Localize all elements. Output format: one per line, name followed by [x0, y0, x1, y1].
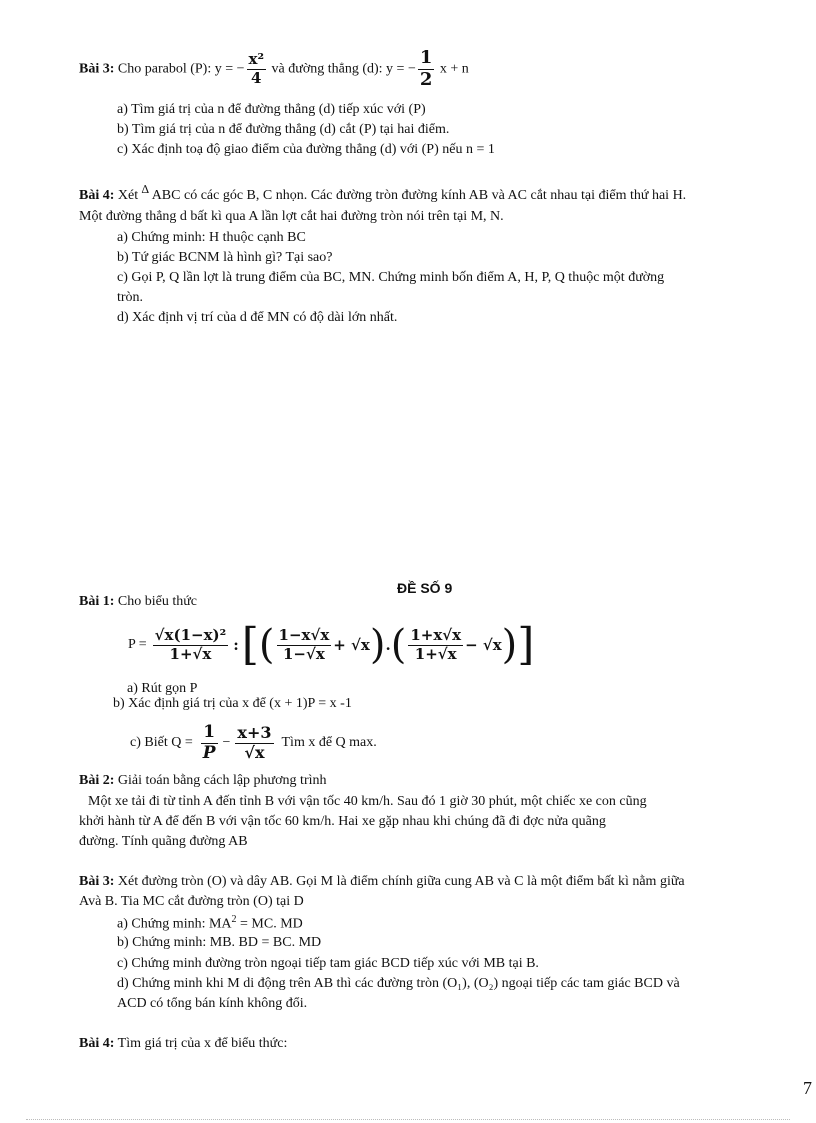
- bai1-c-pre: c) Biết Q =: [130, 735, 193, 750]
- fraction-x3-over-sqrtx: $\frac{x+3}{√x}$: [237, 723, 272, 762]
- bai1-intro: Cho biểu thức: [117, 594, 198, 609]
- bai4a-line1-text: ABC có các góc B, C nhọn. Các đường tròn đường kính AB và AC cắt nhau tại điểm thứ hai H.: [151, 188, 687, 203]
- bai2-line1: Một xe tải đi từ tỉnh A đến tỉnh B với vận tốc 40 km/h. Sau đó 1 giờ 30 phút, một chiếc xe con cũng: [88, 794, 647, 809]
- big-bracket-close: ]: [517, 619, 535, 670]
- minus-sign: −: [236, 61, 245, 77]
- paren-close: ): [501, 622, 518, 668]
- bai3-a-post: = MC. MD: [236, 916, 303, 932]
- footer-divider: [26, 1119, 790, 1120]
- minus-sqrt: − √x: [465, 636, 502, 654]
- bai1-a: a) Rút gọn P: [127, 681, 198, 696]
- bai3-d1: d) Chứng minh khi M di động trên AB thì các đường tròn (O₁), (O₂) ngoại tiếp các tam giác BCD và: [117, 976, 680, 991]
- bai4a-line1: [79, 182, 687, 204]
- bai4a-item-b: b) Tứ giác BCNM là hình gì? Tại sao?: [117, 250, 333, 265]
- bai3-a: [117, 914, 303, 933]
- bai4a-item-c: c) Gọi P, Q lần lợt là trung điểm của BC, MN. Chứng minh bốn điểm A, H, P, Q thuộc một đường: [117, 270, 665, 285]
- paren-open: (: [390, 622, 407, 668]
- bai3-a-sup: 2: [231, 914, 237, 925]
- minus-sign: −: [222, 735, 231, 750]
- colon: :: [233, 636, 239, 654]
- fraction-1-over-2: $\frac{1}{2}$: [419, 47, 433, 90]
- bai3-line2: Avà B. Tia MC cắt đường tròn (O) tại D: [79, 894, 304, 909]
- exam-title: ĐỀ SỐ 9: [397, 580, 453, 596]
- bai4-label: Bài 4:: [79, 1036, 115, 1051]
- bai3-label: Bài 3:: [79, 874, 115, 889]
- triangle-icon: ∆: [141, 182, 149, 196]
- bai3-c: c) Chứng minh đường tròn ngoại tiếp tam giác BCD tiếp xúc với MB tại B.: [117, 956, 539, 971]
- big-bracket-open: [: [241, 619, 259, 670]
- bai2-line2: khởi hành từ A để đến B với vận tốc 60 km/h. Hai xe gặp nhau khi chúng đã đi đợc nửa quãng: [79, 814, 606, 829]
- plus-sqrt: + √x: [333, 636, 370, 654]
- bai2-line3: đường. Tính quãng đường AB: [79, 834, 248, 849]
- bai2-label: Bài 2:: [79, 773, 115, 788]
- bai1-c: [130, 716, 377, 770]
- bai3-line1-text: Xét đường tròn (O) và dây AB. Gọi M là điểm chính giữa cung AB và C là một điểm bất kì nằm giữa: [117, 874, 685, 889]
- bai3a-item-c: c) Xác định toạ độ giao điểm của đường thẳng (d) với (P) nếu n = 1: [117, 142, 495, 157]
- p-label: P =: [128, 637, 147, 652]
- bai1-label: Bài 1:: [79, 594, 115, 609]
- bai3a-label: Bài 3:: [79, 61, 115, 77]
- bai3-a-pre: a) Chứng minh: MA: [117, 916, 232, 932]
- bai3a-item-a: a) Tìm giá trị của n để đường thẳng (d) tiếp xúc với (P): [117, 102, 426, 117]
- bai3-d2: ACD có tổng bán kính không đổi.: [117, 996, 308, 1011]
- page-number: 7: [803, 1078, 812, 1098]
- bai3a-mid: và đường thẳng (d): y =: [271, 61, 405, 77]
- paren-close: ): [369, 622, 386, 668]
- bai3-b: b) Chứng minh: MB. BD = BC. MD: [117, 935, 322, 950]
- fraction-1: $\frac{1-x√x}{1-√x}$: [278, 626, 330, 663]
- bai4a-item-c-cont: tròn.: [117, 290, 144, 305]
- bai2-heading: [79, 773, 327, 789]
- paren-open: (: [258, 622, 275, 668]
- bai1-b: b) Xác định giá trị của x để (x + 1)P = x -1: [113, 696, 352, 711]
- bai1-heading: [79, 594, 197, 610]
- bai4a-item-a: a) Chứng minh: H thuộc cạnh BC: [117, 230, 306, 245]
- bai4-heading: [79, 1036, 287, 1052]
- bai3-line1: [79, 874, 685, 890]
- expression-p: [128, 614, 534, 676]
- bai4a-item-d: d) Xác định vị trí của d để MN có độ dài lớn nhất.: [117, 310, 398, 325]
- bai3a-heading: [79, 48, 469, 90]
- bai4-text: Tìm giá trị của x để biểu thức:: [117, 1036, 288, 1051]
- bai3a-intro: Cho parabol (P): y =: [117, 61, 234, 77]
- bai4a-label: Bài 4:: [79, 188, 115, 203]
- dot: .: [385, 636, 391, 654]
- fraction-2: $\frac{1+x√x}{1+√x}$: [410, 626, 462, 663]
- bai4a-line2: Một đường thẳng d bất kì qua A lần lợt cắt hai đường tròn nói trên tại M, N.: [79, 209, 504, 224]
- bai3a-item-b: b) Tìm giá trị của n để đường thẳng (d) cắt (P) tại hai điểm.: [117, 122, 450, 137]
- fraction-x2-over-4: $\frac{\text{x²}}{4}$: [248, 50, 265, 87]
- fraction-1-over-p: $\frac{1}{P}$: [202, 721, 216, 763]
- fraction-p-main: $\frac{\text{√x(1−x)²}}{1+√x}$: [154, 626, 227, 663]
- bai1-c-post: Tìm x để Q max.: [281, 735, 377, 750]
- bai2-title: Giải toán bằng cách lập phương trình: [117, 773, 327, 788]
- bai3a-tail: x + n: [439, 61, 469, 77]
- minus-sign: −: [407, 61, 416, 77]
- bai4a-xet: Xét: [117, 188, 139, 203]
